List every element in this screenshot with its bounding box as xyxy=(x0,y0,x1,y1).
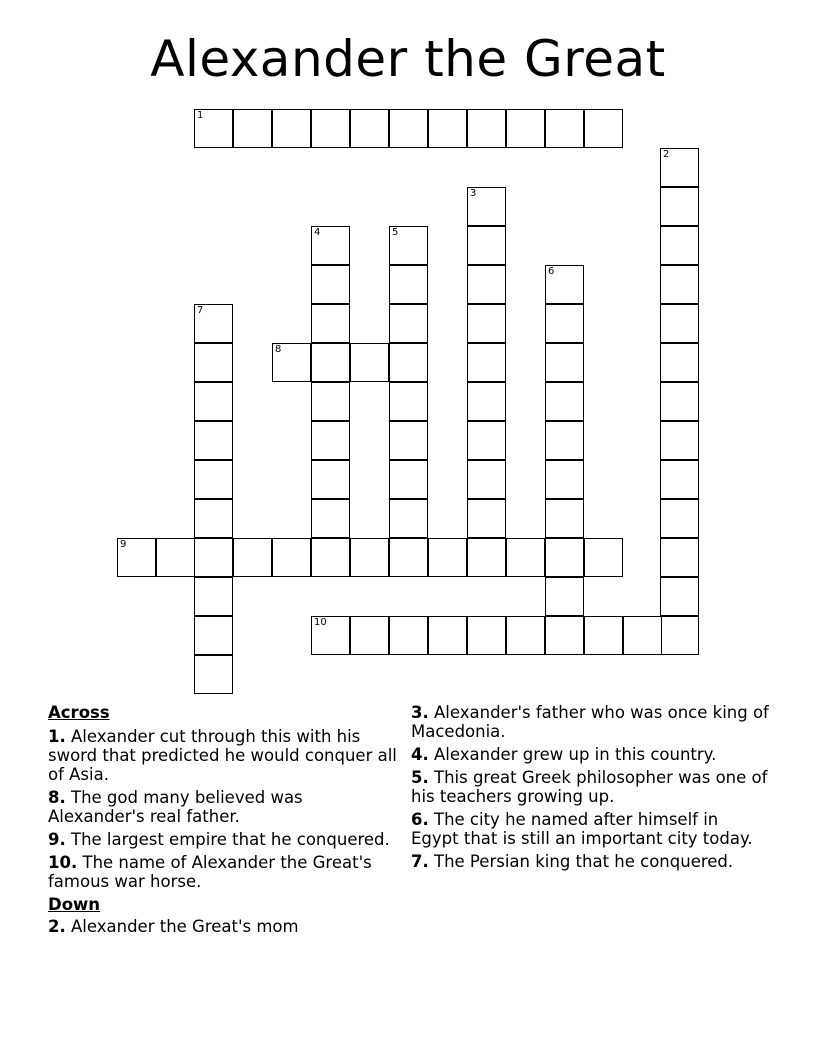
cell-number: 4 xyxy=(314,227,321,238)
grid-cell[interactable] xyxy=(194,382,233,421)
grid-cell[interactable] xyxy=(545,616,584,655)
grid-cell[interactable] xyxy=(467,460,506,499)
grid-cell[interactable] xyxy=(545,460,584,499)
grid-cell[interactable] xyxy=(584,616,623,655)
clue-number: 8. xyxy=(48,788,66,807)
grid-cell[interactable] xyxy=(660,304,699,343)
grid-cell[interactable] xyxy=(194,109,233,148)
clue-number: 2. xyxy=(48,917,66,936)
clue-text: The city he named after himself in Egypt that is still an important city today. xyxy=(411,810,753,848)
grid-cell[interactable] xyxy=(428,109,467,148)
grid-cell[interactable] xyxy=(660,382,699,421)
grid-cell[interactable] xyxy=(389,538,428,577)
grid-cell[interactable] xyxy=(389,226,428,265)
grid-cell[interactable] xyxy=(428,616,467,655)
grid-cell[interactable] xyxy=(311,460,350,499)
grid-cell[interactable] xyxy=(467,499,506,538)
grid-cell[interactable] xyxy=(467,304,506,343)
cell-number: 3 xyxy=(470,188,477,199)
clues-column-right xyxy=(411,703,771,875)
grid-cell[interactable] xyxy=(467,616,506,655)
grid-cell[interactable] xyxy=(545,421,584,460)
clue-text: The largest empire that he conquered. xyxy=(71,830,390,849)
clue-text: This great Greek philosopher was one of his teachers growing up. xyxy=(411,768,768,806)
grid-cell[interactable] xyxy=(311,538,350,577)
grid-cell[interactable] xyxy=(311,226,350,265)
page-title: Alexander the Great xyxy=(150,30,666,88)
grid-cell[interactable] xyxy=(467,109,506,148)
grid-cell[interactable] xyxy=(467,421,506,460)
grid-cell[interactable] xyxy=(194,577,233,616)
grid-cell[interactable] xyxy=(467,265,506,304)
clue-text: Alexander grew up in this country. xyxy=(434,745,717,764)
grid-cell[interactable] xyxy=(660,343,699,382)
grid-cell[interactable] xyxy=(584,109,623,148)
grid-cell[interactable] xyxy=(660,421,699,460)
grid-cell[interactable] xyxy=(311,109,350,148)
grid-cell[interactable] xyxy=(350,343,389,382)
clue-number: 9. xyxy=(48,830,66,849)
cell-number: 5 xyxy=(392,227,399,238)
grid-cell[interactable] xyxy=(389,460,428,499)
clue-text: Alexander's father who was once king of Macedonia. xyxy=(411,703,769,741)
grid-cell[interactable] xyxy=(467,538,506,577)
grid-cell[interactable] xyxy=(660,148,699,187)
grid-cell[interactable] xyxy=(428,538,467,577)
grid-cell[interactable] xyxy=(350,538,389,577)
clue-number: 7. xyxy=(411,852,429,871)
grid-cell[interactable] xyxy=(660,616,699,655)
grid-cell[interactable] xyxy=(194,343,233,382)
grid-cell[interactable] xyxy=(117,538,156,577)
clue-down-4 xyxy=(411,745,771,764)
clues-column-left xyxy=(48,703,404,940)
grid-cell[interactable] xyxy=(584,538,623,577)
grid-cell[interactable] xyxy=(194,421,233,460)
grid-cell[interactable] xyxy=(545,538,584,577)
grid-cell[interactable] xyxy=(467,226,506,265)
grid-cell[interactable] xyxy=(545,382,584,421)
grid-cell[interactable] xyxy=(467,187,506,226)
clue-across-9 xyxy=(48,830,404,849)
grid-cell[interactable] xyxy=(389,421,428,460)
clue-text: Alexander the Great's mom xyxy=(71,917,299,936)
clue-number: 1. xyxy=(48,727,66,746)
grid-cell[interactable] xyxy=(467,343,506,382)
clue-text: The Persian king that he conquered. xyxy=(434,852,734,871)
grid-cell[interactable] xyxy=(660,226,699,265)
clue-across-1 xyxy=(48,727,404,784)
grid-cell[interactable] xyxy=(623,616,662,655)
grid-cell[interactable] xyxy=(311,382,350,421)
clue-down-3 xyxy=(411,703,771,741)
grid-cell[interactable] xyxy=(350,616,389,655)
grid-cell[interactable] xyxy=(389,304,428,343)
clue-number: 4. xyxy=(411,745,429,764)
grid-cell[interactable] xyxy=(660,187,699,226)
grid-cell[interactable] xyxy=(156,538,195,577)
cell-number: 6 xyxy=(548,266,555,277)
grid-cell[interactable] xyxy=(389,109,428,148)
grid-cell[interactable] xyxy=(545,109,584,148)
cell-number: 1 xyxy=(197,110,204,121)
cell-number: 7 xyxy=(197,305,204,316)
grid-cell[interactable] xyxy=(506,538,545,577)
grid-cell[interactable] xyxy=(660,265,699,304)
grid-cell[interactable] xyxy=(272,109,311,148)
clue-number: 5. xyxy=(411,768,429,787)
grid-cell[interactable] xyxy=(389,382,428,421)
grid-cell[interactable] xyxy=(233,538,272,577)
clue-text: Alexander cut through this with his sword that predicted he would conquer all of Asia. xyxy=(48,727,397,784)
grid-cell[interactable] xyxy=(660,499,699,538)
grid-cell[interactable] xyxy=(545,265,584,304)
cell-number: 9 xyxy=(120,539,127,550)
grid-cell[interactable] xyxy=(389,616,428,655)
clue-text: The god many believed was Alexander's real father. xyxy=(48,788,303,826)
clue-across-10 xyxy=(48,853,404,891)
grid-cell[interactable] xyxy=(194,538,233,577)
grid-cell[interactable] xyxy=(545,343,584,382)
grid-cell[interactable] xyxy=(194,460,233,499)
grid-cell[interactable] xyxy=(194,499,233,538)
grid-cell[interactable] xyxy=(506,109,545,148)
grid-cell[interactable] xyxy=(467,382,506,421)
grid-cell[interactable] xyxy=(389,499,428,538)
grid-cell[interactable] xyxy=(311,265,350,304)
grid-cell[interactable] xyxy=(272,538,311,577)
grid-cell[interactable] xyxy=(545,304,584,343)
cell-number: 8 xyxy=(275,344,282,355)
grid-cell[interactable] xyxy=(660,577,699,616)
clue-across-8 xyxy=(48,788,404,826)
grid-cell[interactable] xyxy=(545,499,584,538)
grid-cell[interactable] xyxy=(194,616,233,655)
across-heading: Across xyxy=(48,703,110,722)
cell-number: 2 xyxy=(663,149,670,160)
grid-cell[interactable] xyxy=(506,616,545,655)
clue-down-6 xyxy=(411,810,771,848)
grid-cell[interactable] xyxy=(311,421,350,460)
down-heading: Down xyxy=(48,895,101,914)
grid-cell[interactable] xyxy=(660,460,699,499)
grid-cell[interactable] xyxy=(194,655,233,694)
grid-cell[interactable] xyxy=(311,343,350,382)
clue-down-2 xyxy=(48,917,404,936)
grid-cell[interactable] xyxy=(272,343,311,382)
clue-down-7 xyxy=(411,852,771,871)
grid-cell[interactable] xyxy=(311,499,350,538)
clue-down-5 xyxy=(411,768,771,806)
grid-cell[interactable] xyxy=(311,304,350,343)
grid-cell[interactable] xyxy=(660,538,699,577)
clue-number: 3. xyxy=(411,703,429,722)
grid-cell[interactable] xyxy=(389,265,428,304)
grid-cell[interactable] xyxy=(545,577,584,616)
grid-cell[interactable] xyxy=(233,109,272,148)
clue-number: 6. xyxy=(411,810,429,829)
cell-number: 10 xyxy=(314,617,327,628)
clue-number: 10. xyxy=(48,853,78,872)
grid-cell[interactable] xyxy=(350,109,389,148)
grid-cell[interactable] xyxy=(389,343,428,382)
clue-text: The name of Alexander the Great's famous war horse. xyxy=(48,853,372,891)
grid-cell[interactable] xyxy=(194,304,233,343)
grid-cell[interactable] xyxy=(311,616,350,655)
